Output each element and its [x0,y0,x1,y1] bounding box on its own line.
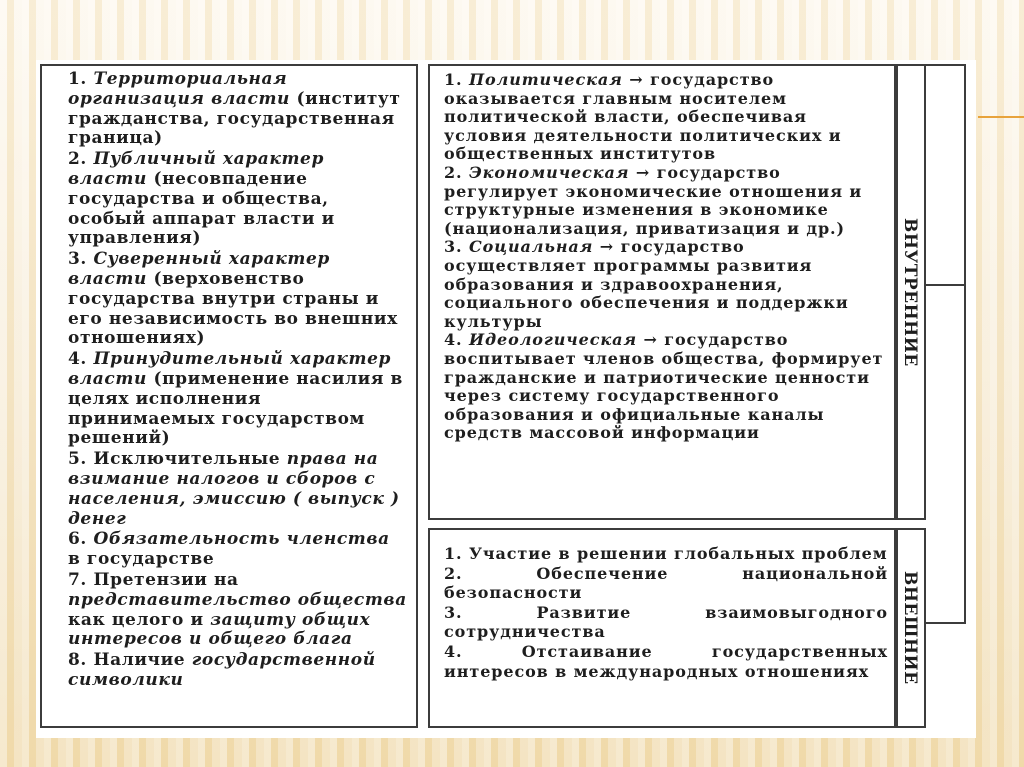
bracket-line [964,64,966,624]
feature-number: 1. [68,69,87,89]
function-kind: Экономическая [469,162,630,182]
feature-prefix: Исключительные [93,449,287,470]
feature-number: 6. [68,529,87,550]
internal-function-item [444,71,888,164]
internal-function-item [444,331,888,443]
feature-description: (применение насилия в целях исполнения принимаемых государством решений) [68,368,403,449]
function-kind: Социальная [469,237,594,257]
external-function-item: 4. Отстаивание государственных интересов в международных отношениях [444,641,888,681]
external-functions-block [428,528,898,728]
function-description: государство осуществляет программы развития образования и здравоохранения, социального обеспечения и поддержки культуры [444,237,849,331]
feature-number: 4. [68,349,87,370]
feature-name: представительство общества [68,589,407,610]
function-number: 3. [444,237,463,257]
feature-description: как целого и [68,609,211,630]
internal-function-item [444,238,888,331]
external-function-item: 3. Развитие взаимовыгодного сотрудничества [444,602,888,642]
arrow-icon: → [599,237,615,257]
decorative-accent-line [978,116,1024,118]
feature-prefix: Наличие [93,650,192,671]
feature-number: 3. [68,249,87,270]
function-description: государство оказывается главным носителем политической власти, обеспечивая условия деятельности политических и общественных институтов [444,70,842,164]
feature-description: в государстве [68,549,215,570]
feature-name: защиту общих интересов и общего блага [68,609,371,650]
function-description: государство регулирует экономические отношения и структурные изменения в экономике (национализация, приватизация и др.) [444,162,863,238]
bracket-line [926,64,966,66]
arrow-icon: → [635,162,651,182]
feature-name: Территориальная организация власти [68,69,291,109]
internal-label-box [894,64,926,520]
function-number: 1. [444,70,463,89]
feature-item [68,651,408,691]
external-label-box [894,528,926,728]
function-number: 4. [444,330,463,350]
feature-number: 8. [68,650,87,671]
feature-name: Обязательность членства [93,529,390,550]
arrow-icon: → [643,330,658,350]
feature-item [68,350,408,449]
internal-label: ВНУТРЕННИЕ [900,217,920,367]
feature-number: 7. [68,569,87,590]
internal-functions-block [428,64,898,520]
feature-description: (верховенство государства внутри страны и его независимость во внешних отношениях) [68,268,398,349]
function-description: государство воспитывает членов общества, формирует гражданские и патриотические ценности через систему государственного образования и официальные каналы средств массовой информации [444,330,884,443]
function-kind: Политическая [469,70,623,89]
arrow-icon: → [629,70,644,89]
feature-name: государственной символики [68,650,376,690]
feature-number: 5. [68,449,87,470]
bracket-line [926,284,966,286]
external-function-item: 2. Обеспечение национальной безопасности [444,563,888,603]
external-function-item: 1. Участие в решении глобальных проблем [444,544,888,563]
feature-description: (несовпадение государства и общества, особый аппарат власти и управления) [68,168,335,249]
feature-item [68,450,408,529]
function-kind: Идеологическая [469,330,637,350]
feature-item [68,150,408,249]
external-label: ВНЕШНИЕ [900,571,920,685]
feature-name: Суверенный характер власти [68,249,330,289]
feature-item [68,571,408,650]
feature-name: права на взимание налогов и сборов с населения, эмиссию ( выпуск ) денег [68,449,400,529]
feature-description: (институт гражданства, государственная граница) [68,88,401,149]
feature-item [68,70,408,149]
feature-prefix: Претензии на [93,569,239,590]
function-number: 2. [444,162,463,182]
feature-name: Принудительный характер власти [68,349,392,389]
feature-number: 2. [68,149,87,170]
feature-name: Публичный характер власти [68,149,324,189]
internal-function-item [444,164,888,238]
feature-item [68,250,408,349]
state-features-column [40,64,418,728]
slide-image [36,60,976,738]
feature-item [68,530,408,570]
bracket-line [926,622,966,624]
